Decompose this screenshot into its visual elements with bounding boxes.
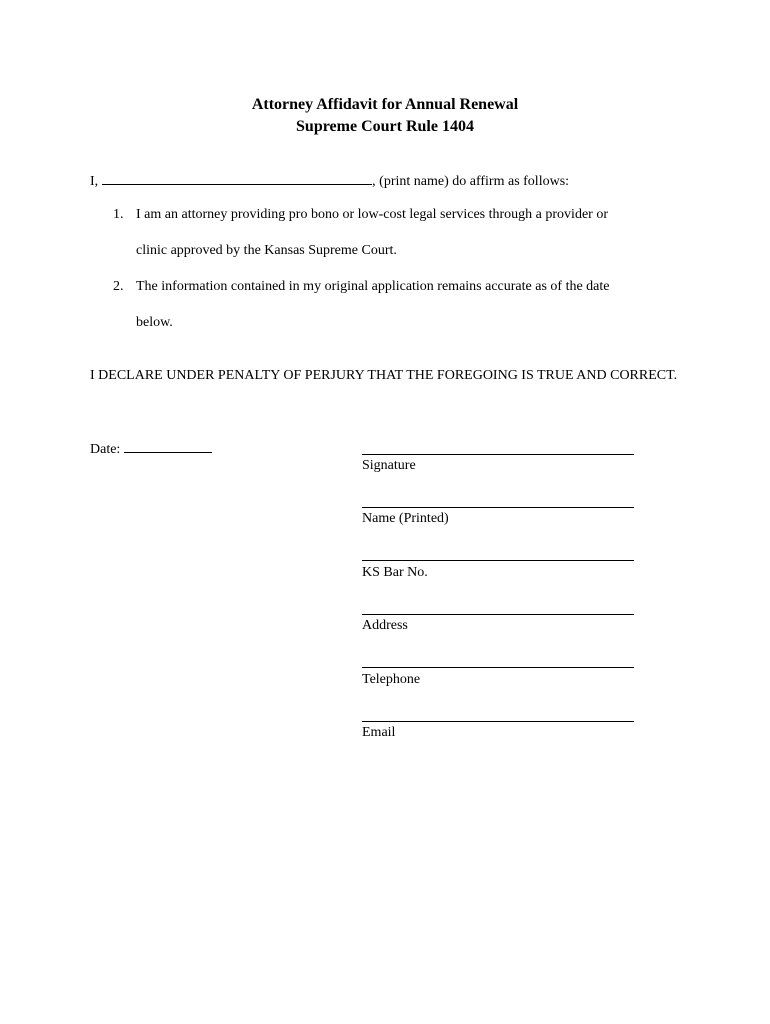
print-name-blank-extension[interactable] — [298, 171, 372, 185]
address-line[interactable] — [362, 614, 634, 615]
email-label: Email — [362, 725, 396, 740]
date-label: Date: — [90, 442, 121, 457]
document-title: Attorney Affidavit for Annual Renewal — [251, 96, 519, 113]
document-subtitle: Supreme Court Rule 1404 — [296, 118, 474, 135]
ks-bar-number-label: KS Bar No. — [362, 565, 428, 580]
affirm-prefix: I, — [90, 174, 99, 189]
item-text-line: The information contained in my original application remains accurate as of the date — [136, 279, 610, 294]
print-name-blank[interactable] — [102, 171, 298, 185]
address-label: Address — [362, 618, 408, 633]
signature-label: Signature — [362, 458, 416, 473]
perjury-declaration: I DECLARE UNDER PENALTY OF PERJURY THAT THE FOREGOING IS TRUE AND CORRECT. — [90, 368, 678, 383]
affirm-suffix: , (print name) do affirm as follows: — [372, 174, 570, 189]
item-number: 1. — [113, 207, 124, 222]
telephone-label: Telephone — [362, 672, 421, 687]
item-text-line: clinic approved by the Kansas Supreme Court. — [136, 243, 397, 258]
telephone-line[interactable] — [362, 667, 634, 668]
email-line[interactable] — [362, 721, 634, 722]
date-blank[interactable] — [124, 439, 212, 453]
item-text-line: I am an attorney providing pro bono or low-cost legal services through a provider or — [136, 207, 608, 222]
ks-bar-number-line[interactable] — [362, 560, 634, 561]
signature-line[interactable] — [362, 454, 634, 455]
affirmation-line — [90, 171, 569, 191]
item-number: 2. — [113, 279, 124, 294]
item-text-line: below. — [136, 315, 173, 330]
date-field — [90, 439, 212, 459]
name-printed-line[interactable] — [362, 507, 634, 508]
name-printed-label: Name (Printed) — [362, 511, 449, 526]
